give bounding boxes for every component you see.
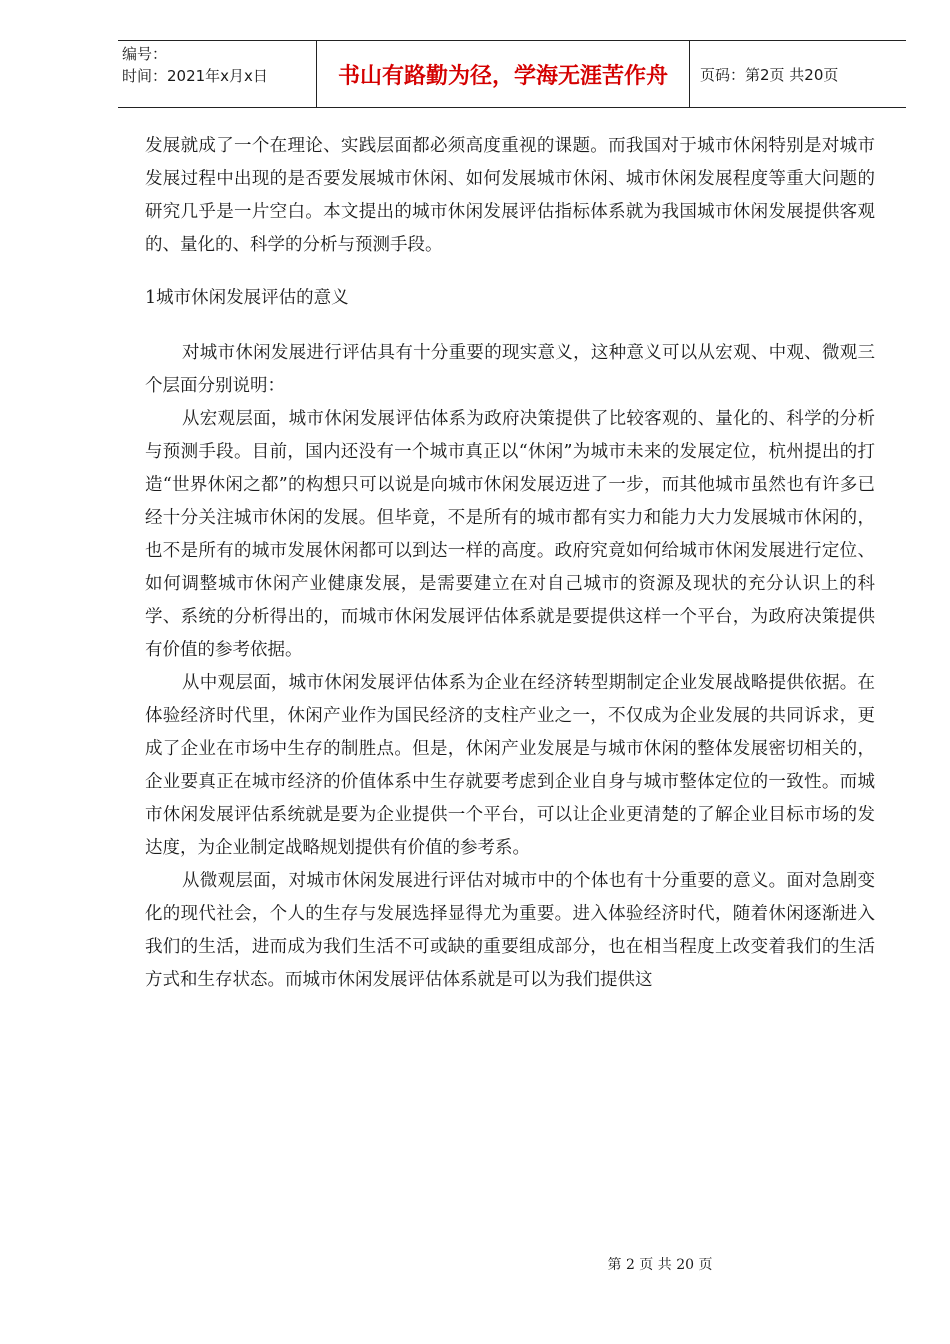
page-footer: 第 2 页 共 20 页 (607, 1257, 713, 1273)
header-motto: 书山有路勤为径，学海无涯苦作舟 (316, 41, 690, 107)
paragraph-continued: 发展就成了一个在理论、实践层面都必须高度重视的课题。而我国对于城市休闲特别是对城市发展过程中出现的是否要发展城市休闲、如何发展城市休闲、城市休闲发展程度等重大问题的研究几乎是一片空白。本文提出的城市休闲发展评估指标体系就为我国城市休闲发展提供客观的、量化的、科学的分析与预测手段。 (145, 136, 875, 255)
paragraph-macro: 从宏观层面，城市休闲发展评估体系为政府决策提供了比较客观的、量化的、科学的分析与预测手段。目前，国内还没有一个城市真正以“休闲”为城市未来的发展定位，杭州提出的打造“世界休闲之都”的构想只可以说是向城市休闲发展迈进了一步，而其他城市虽然也有许多已经十分关注城市休闲的发展。但毕竟，不是所有的城市都有实力和能力大力发展城市休闲的，也不是所有的城市发展休闲都可以到达一样的高度。政府究竟如何给城市休闲发展进行定位、如何调整城市休闲产业健康发展，是需要建立在对自己城市的资源及现状的充分认识上的科学、系统的分析得出的，而城市休闲发展评估体系就是要提供这样一个平台，为政府决策提供有价值的参考依据。 (145, 409, 875, 660)
section-heading: 1城市休闲发展评估的意义 (145, 288, 349, 308)
header-meta (118, 41, 316, 109)
document-body (145, 130, 875, 997)
paragraph-intro: 对城市休闲发展进行评估具有十分重要的现实意义，这种意义可以从宏观、中观、微观三个层面分别说明： (145, 343, 875, 396)
paragraph-micro: 从微观层面，对城市休闲发展进行评估对城市中的个体也有十分重要的意义。面对急剧变化的现代社会，个人的生存与发展选择显得尤为重要。进入体验经济时代，随着休闲逐渐进入我们的生活，进而成为我们生活不可或缺的重要组成部分，也在相当程度上改变着我们的生活方式和生存状态。而城市休闲发展评估体系就是可以为我们提供这 (145, 871, 875, 990)
header-number-label: 编号： (122, 45, 168, 63)
document-header (118, 40, 906, 108)
header-time-label: 时间：2021年x月x日 (122, 67, 268, 85)
header-page-info: 页码：第2页 共20页 (700, 65, 839, 84)
paragraph-meso: 从中观层面，城市休闲发展评估体系为企业在经济转型期制定企业发展战略提供依据。在体验经济时代里，休闲产业作为国民经济的支柱产业之一，不仅成为企业发展的共同诉求，更成了企业在市场中生存的制胜点。但是，休闲产业发展是与城市休闲的整体发展密切相关的，企业要真正在城市经济的价值体系中生存就要考虑到企业自身与城市整体定位的一致性。而城市休闲发展评估系统就是要为企业提供一个平台，可以让企业更清楚的了解企业目标市场的发达度，为企业制定战略规划提供有价值的参考系。 (145, 673, 875, 858)
